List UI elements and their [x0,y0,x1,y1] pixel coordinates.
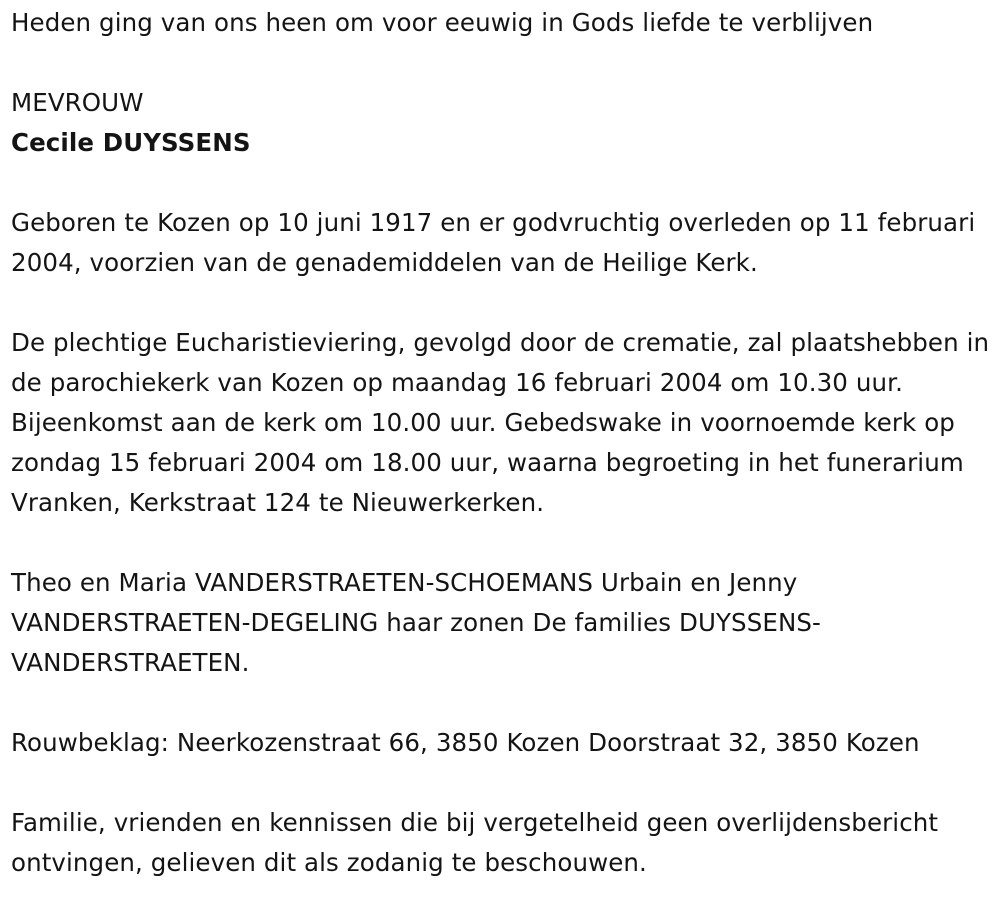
spacer [11,163,991,203]
family-paragraph: Theo en Maria VANDERSTRAETEN-SCHOEMANS Urbain en Jenny VANDERSTRAETEN-DEGELING haar zonen De families DUYSSENS-VANDERSTRAETEN. [11,568,821,677]
honorific: MEVROUW [11,88,144,117]
spacer [11,763,991,803]
ceremony-paragraph: De plechtige Eucharistieviering, gevolgd door de crematie, zal plaatshebben in de parochiekerk van Kozen op maandag 16 februari 2004 om 10.30 uur. Bijeenkomst aan de kerk om 10.00 uur. Gebedswake in voornoemde kerk op zondag 15 februari 2004 om 18.00 uur, waarna begroeting in het funerarium Vranken, Kerkstraat 124 te Nieuwerkerken. [11,328,990,517]
birth-death-paragraph: Geboren te Kozen op 10 juni 1917 en er godvruchtig overleden op 11 februari 2004, voorzien van de genademiddelen van de Heilige Kerk. [11,208,976,277]
death-notice [11,3,991,883]
intro-line: Heden ging van ons heen om voor eeuwig in Gods liefde te verblijven [11,8,874,37]
spacer [11,523,991,563]
condolences-address: Rouwbeklag: Neerkozenstraat 66, 3850 Kozen Doorstraat 32, 3850 Kozen [11,728,920,757]
spacer [11,683,991,723]
deceased-name: Cecile DUYSSENS [11,128,251,157]
spacer [11,43,991,83]
spacer [11,283,991,323]
closing-paragraph: Familie, vrienden en kennissen die bij vergetelheid geen overlijdensbericht ontvingen, gelieven dit als zodanig te beschouwen. [11,808,939,877]
